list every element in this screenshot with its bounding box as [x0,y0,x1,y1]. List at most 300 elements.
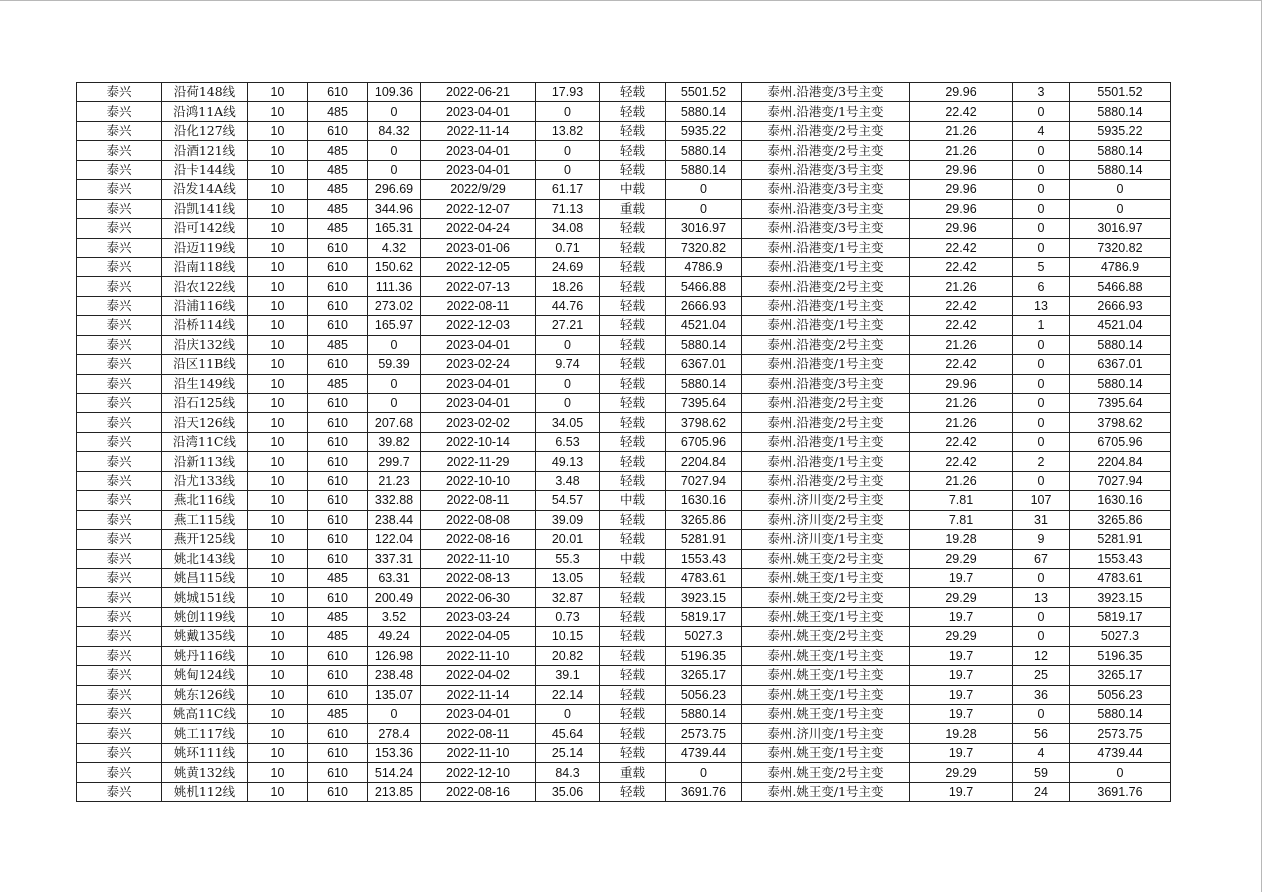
load-rate-cell: 35.06 [536,782,600,801]
date-cell: 2023-04-01 [421,160,536,179]
county-cell: 泰兴 [77,180,162,199]
remaining-capacity-cell: 5819.17 [1070,607,1171,626]
transformer-load-cell: 29.96 [910,180,1013,199]
rated-capacity-cell: 485 [308,102,368,121]
transformer-load-cell: 19.28 [910,724,1013,743]
load-status-cell: 轻载 [600,374,666,393]
load-rate-cell: 24.69 [536,257,600,276]
feeder-name-cell: 沿区11B线 [162,355,248,374]
feeder-name-cell: 姚昌115线 [162,568,248,587]
rated-capacity-cell: 610 [308,83,368,102]
transformer-cell: 泰州.沿港变/3号主变 [742,160,910,179]
current-cell: 135.07 [368,685,421,704]
count-cell: 9 [1013,530,1070,549]
rated-capacity-cell: 610 [308,277,368,296]
available-capacity-cell: 3016.97 [666,219,742,238]
current-cell: 238.44 [368,510,421,529]
current-cell: 332.88 [368,491,421,510]
feeder-name-cell: 沿化127线 [162,121,248,140]
load-status-cell: 轻载 [600,666,666,685]
county-cell: 泰兴 [77,607,162,626]
current-cell: 0 [368,141,421,160]
transformer-cell: 泰州.姚王变/2号主变 [742,627,910,646]
load-status-cell: 轻载 [600,782,666,801]
county-cell: 泰兴 [77,549,162,568]
available-capacity-cell: 3265.17 [666,666,742,685]
feeder-name-cell: 姚机112线 [162,782,248,801]
county-cell: 泰兴 [77,452,162,471]
voltage-cell: 10 [248,296,308,315]
available-capacity-cell: 6367.01 [666,355,742,374]
remaining-capacity-cell: 5880.14 [1070,705,1171,724]
transformer-load-cell: 29.96 [910,160,1013,179]
transformer-load-cell: 19.28 [910,530,1013,549]
date-cell: 2022-06-30 [421,588,536,607]
rated-capacity-cell: 610 [308,257,368,276]
load-rate-cell: 6.53 [536,432,600,451]
table-row [77,257,1171,276]
available-capacity-cell: 3923.15 [666,588,742,607]
load-status-cell: 轻载 [600,452,666,471]
voltage-cell: 10 [248,685,308,704]
rated-capacity-cell: 485 [308,180,368,199]
remaining-capacity-cell: 5880.14 [1070,374,1171,393]
voltage-cell: 10 [248,743,308,762]
remaining-capacity-cell: 3265.17 [1070,666,1171,685]
transformer-load-cell: 19.7 [910,782,1013,801]
county-cell: 泰兴 [77,627,162,646]
count-cell: 107 [1013,491,1070,510]
transformer-cell: 泰州.沿港变/3号主变 [742,180,910,199]
transformer-cell: 泰州.沿港变/1号主变 [742,316,910,335]
table-row [77,666,1171,685]
transformer-load-cell: 22.42 [910,432,1013,451]
current-cell: 0 [368,102,421,121]
load-status-cell: 轻载 [600,355,666,374]
load-status-cell: 重载 [600,763,666,782]
county-cell: 泰兴 [77,666,162,685]
transformer-cell: 泰州.姚王变/1号主变 [742,646,910,665]
transformer-cell: 泰州.姚王变/1号主变 [742,666,910,685]
date-cell: 2022-12-05 [421,257,536,276]
load-status-cell: 轻载 [600,83,666,102]
current-cell: 59.39 [368,355,421,374]
transformer-load-cell: 21.26 [910,413,1013,432]
voltage-cell: 10 [248,568,308,587]
county-cell: 泰兴 [77,471,162,490]
transformer-load-cell: 19.7 [910,666,1013,685]
voltage-cell: 10 [248,432,308,451]
transformer-load-cell: 21.26 [910,335,1013,354]
remaining-capacity-cell: 3691.76 [1070,782,1171,801]
transformer-load-cell: 19.7 [910,646,1013,665]
available-capacity-cell: 2204.84 [666,452,742,471]
available-capacity-cell: 5880.14 [666,160,742,179]
transformer-load-cell: 7.81 [910,510,1013,529]
remaining-capacity-cell: 5880.14 [1070,160,1171,179]
voltage-cell: 10 [248,530,308,549]
rated-capacity-cell: 610 [308,530,368,549]
table-row [77,277,1171,296]
transformer-load-cell: 22.42 [910,296,1013,315]
available-capacity-cell: 2666.93 [666,296,742,315]
load-status-cell: 轻载 [600,121,666,140]
current-cell: 165.97 [368,316,421,335]
transformer-load-cell: 19.7 [910,607,1013,626]
count-cell: 2 [1013,452,1070,471]
load-rate-cell: 49.13 [536,452,600,471]
rated-capacity-cell: 610 [308,238,368,257]
transformer-cell: 泰州.济川变/1号主变 [742,530,910,549]
county-cell: 泰兴 [77,705,162,724]
table-row [77,335,1171,354]
transformer-cell: 泰州.沿港变/1号主变 [742,432,910,451]
load-rate-cell: 34.08 [536,219,600,238]
voltage-cell: 10 [248,355,308,374]
transformer-cell: 泰州.沿港变/1号主变 [742,257,910,276]
count-cell: 13 [1013,588,1070,607]
county-cell: 泰兴 [77,335,162,354]
table-row [77,355,1171,374]
date-cell: 2022-08-13 [421,568,536,587]
date-cell: 2022-12-03 [421,316,536,335]
remaining-capacity-cell: 2573.75 [1070,724,1171,743]
transformer-cell: 泰州.姚王变/1号主变 [742,782,910,801]
feeder-name-cell: 姚丹116线 [162,646,248,665]
count-cell: 0 [1013,568,1070,587]
feeder-name-cell: 沿荷148线 [162,83,248,102]
county-cell: 泰兴 [77,374,162,393]
rated-capacity-cell: 610 [308,394,368,413]
load-rate-cell: 61.17 [536,180,600,199]
load-status-cell: 中载 [600,180,666,199]
transformer-cell: 泰州.沿港变/2号主变 [742,277,910,296]
load-rate-cell: 25.14 [536,743,600,762]
feeder-name-cell: 沿南118线 [162,257,248,276]
date-cell: 2022-12-07 [421,199,536,218]
remaining-capacity-cell: 7027.94 [1070,471,1171,490]
transformer-cell: 泰州.沿港变/1号主变 [742,238,910,257]
date-cell: 2023-02-02 [421,413,536,432]
voltage-cell: 10 [248,413,308,432]
available-capacity-cell: 5880.14 [666,705,742,724]
count-cell: 13 [1013,296,1070,315]
date-cell: 2022/9/29 [421,180,536,199]
date-cell: 2022-11-10 [421,743,536,762]
voltage-cell: 10 [248,607,308,626]
transformer-load-cell: 19.7 [910,743,1013,762]
load-rate-cell: 39.09 [536,510,600,529]
remaining-capacity-cell: 0 [1070,763,1171,782]
voltage-cell: 10 [248,160,308,179]
voltage-cell: 10 [248,219,308,238]
remaining-capacity-cell: 7320.82 [1070,238,1171,257]
date-cell: 2022-08-08 [421,510,536,529]
remaining-capacity-cell: 6367.01 [1070,355,1171,374]
count-cell: 12 [1013,646,1070,665]
transformer-load-cell: 22.42 [910,102,1013,121]
available-capacity-cell: 1553.43 [666,549,742,568]
current-cell: 63.31 [368,568,421,587]
remaining-capacity-cell: 5880.14 [1070,102,1171,121]
voltage-cell: 10 [248,549,308,568]
load-status-cell: 轻载 [600,627,666,646]
feeder-name-cell: 姚黄132线 [162,763,248,782]
county-cell: 泰兴 [77,160,162,179]
count-cell: 0 [1013,141,1070,160]
remaining-capacity-cell: 2204.84 [1070,452,1171,471]
remaining-capacity-cell: 0 [1070,180,1171,199]
transformer-load-cell: 22.42 [910,452,1013,471]
rated-capacity-cell: 610 [308,296,368,315]
count-cell: 0 [1013,219,1070,238]
county-cell: 泰兴 [77,257,162,276]
transformer-cell: 泰州.姚王变/2号主变 [742,763,910,782]
voltage-cell: 10 [248,705,308,724]
count-cell: 0 [1013,413,1070,432]
load-status-cell: 轻载 [600,335,666,354]
count-cell: 25 [1013,666,1070,685]
current-cell: 514.24 [368,763,421,782]
transformer-cell: 泰州.姚王变/2号主变 [742,549,910,568]
county-cell: 泰兴 [77,102,162,121]
transformer-cell: 泰州.姚王变/1号主变 [742,568,910,587]
county-cell: 泰兴 [77,355,162,374]
voltage-cell: 10 [248,666,308,685]
load-rate-cell: 3.48 [536,471,600,490]
rated-capacity-cell: 610 [308,743,368,762]
current-cell: 126.98 [368,646,421,665]
date-cell: 2022-08-16 [421,530,536,549]
current-cell: 0 [368,705,421,724]
voltage-cell: 10 [248,335,308,354]
feeder-name-cell: 沿天126线 [162,413,248,432]
available-capacity-cell: 5281.91 [666,530,742,549]
voltage-cell: 10 [248,510,308,529]
rated-capacity-cell: 485 [308,607,368,626]
current-cell: 150.62 [368,257,421,276]
remaining-capacity-cell: 5281.91 [1070,530,1171,549]
load-rate-cell: 0.71 [536,238,600,257]
date-cell: 2023-04-01 [421,102,536,121]
transformer-load-cell: 29.96 [910,374,1013,393]
county-cell: 泰兴 [77,121,162,140]
count-cell: 0 [1013,238,1070,257]
county-cell: 泰兴 [77,413,162,432]
load-rate-cell: 0 [536,335,600,354]
current-cell: 0 [368,374,421,393]
feeder-name-cell: 姚甸124线 [162,666,248,685]
transformer-load-cell: 21.26 [910,141,1013,160]
feeder-name-cell: 姚北143线 [162,549,248,568]
current-cell: 273.02 [368,296,421,315]
load-status-cell: 轻载 [600,530,666,549]
count-cell: 67 [1013,549,1070,568]
current-cell: 299.7 [368,452,421,471]
load-rate-cell: 20.82 [536,646,600,665]
available-capacity-cell: 0 [666,763,742,782]
transformer-cell: 泰州.沿港变/2号主变 [742,413,910,432]
county-cell: 泰兴 [77,685,162,704]
count-cell: 1 [1013,316,1070,335]
load-status-cell: 轻载 [600,238,666,257]
transformer-load-cell: 22.42 [910,257,1013,276]
table-row [77,296,1171,315]
voltage-cell: 10 [248,646,308,665]
feeder-name-cell: 姚创119线 [162,607,248,626]
available-capacity-cell: 5056.23 [666,685,742,704]
current-cell: 207.68 [368,413,421,432]
date-cell: 2022-07-13 [421,277,536,296]
feeder-name-cell: 沿湾11C线 [162,432,248,451]
load-rate-cell: 39.1 [536,666,600,685]
rated-capacity-cell: 610 [308,452,368,471]
date-cell: 2022-06-21 [421,83,536,102]
county-cell: 泰兴 [77,510,162,529]
rated-capacity-cell: 485 [308,219,368,238]
transformer-load-cell: 21.26 [910,394,1013,413]
rated-capacity-cell: 610 [308,549,368,568]
transformer-load-cell: 19.7 [910,705,1013,724]
transformer-load-cell: 22.42 [910,238,1013,257]
rated-capacity-cell: 485 [308,160,368,179]
voltage-cell: 10 [248,782,308,801]
date-cell: 2022-08-16 [421,782,536,801]
date-cell: 2022-08-11 [421,296,536,315]
load-rate-cell: 0 [536,141,600,160]
voltage-cell: 10 [248,316,308,335]
feeder-name-cell: 沿迈119线 [162,238,248,257]
current-cell: 122.04 [368,530,421,549]
feeder-load-table [76,82,1171,802]
current-cell: 337.31 [368,549,421,568]
rated-capacity-cell: 610 [308,685,368,704]
table-row [77,588,1171,607]
load-status-cell: 重载 [600,199,666,218]
available-capacity-cell: 5880.14 [666,374,742,393]
count-cell: 5 [1013,257,1070,276]
load-status-cell: 轻载 [600,432,666,451]
voltage-cell: 10 [248,471,308,490]
remaining-capacity-cell: 4521.04 [1070,316,1171,335]
count-cell: 0 [1013,607,1070,626]
remaining-capacity-cell: 5466.88 [1070,277,1171,296]
available-capacity-cell: 5819.17 [666,607,742,626]
county-cell: 泰兴 [77,83,162,102]
feeder-name-cell: 沿可142线 [162,219,248,238]
available-capacity-cell: 0 [666,180,742,199]
remaining-capacity-cell: 5056.23 [1070,685,1171,704]
transformer-load-cell: 19.7 [910,685,1013,704]
load-rate-cell: 0.73 [536,607,600,626]
rated-capacity-cell: 485 [308,568,368,587]
table-row [77,432,1171,451]
current-cell: 344.96 [368,199,421,218]
rated-capacity-cell: 610 [308,588,368,607]
feeder-name-cell: 沿尤133线 [162,471,248,490]
table-row [77,510,1171,529]
table-row [77,530,1171,549]
available-capacity-cell: 6705.96 [666,432,742,451]
county-cell: 泰兴 [77,432,162,451]
transformer-cell: 泰州.沿港变/2号主变 [742,141,910,160]
transformer-cell: 泰州.济川变/1号主变 [742,724,910,743]
date-cell: 2022-08-11 [421,491,536,510]
voltage-cell: 10 [248,452,308,471]
rated-capacity-cell: 485 [308,374,368,393]
available-capacity-cell: 3265.86 [666,510,742,529]
load-rate-cell: 27.21 [536,316,600,335]
count-cell: 0 [1013,199,1070,218]
table-row [77,568,1171,587]
feeder-name-cell: 沿凯141线 [162,199,248,218]
feeder-name-cell: 沿生149线 [162,374,248,393]
feeder-name-cell: 沿桥114线 [162,316,248,335]
available-capacity-cell: 4521.04 [666,316,742,335]
table-row [77,607,1171,626]
available-capacity-cell: 7320.82 [666,238,742,257]
available-capacity-cell: 4739.44 [666,743,742,762]
current-cell: 109.36 [368,83,421,102]
load-rate-cell: 44.76 [536,296,600,315]
feeder-name-cell: 姚环111线 [162,743,248,762]
rated-capacity-cell: 485 [308,199,368,218]
table-row [77,238,1171,257]
transformer-cell: 泰州.沿港变/1号主变 [742,355,910,374]
voltage-cell: 10 [248,238,308,257]
voltage-cell: 10 [248,627,308,646]
date-cell: 2022-11-10 [421,549,536,568]
rated-capacity-cell: 610 [308,782,368,801]
count-cell: 0 [1013,355,1070,374]
remaining-capacity-cell: 4786.9 [1070,257,1171,276]
county-cell: 泰兴 [77,646,162,665]
date-cell: 2022-08-11 [421,724,536,743]
county-cell: 泰兴 [77,296,162,315]
feeder-name-cell: 姚东126线 [162,685,248,704]
county-cell: 泰兴 [77,316,162,335]
transformer-load-cell: 21.26 [910,121,1013,140]
available-capacity-cell: 4786.9 [666,257,742,276]
county-cell: 泰兴 [77,277,162,296]
rated-capacity-cell: 485 [308,141,368,160]
load-status-cell: 轻载 [600,160,666,179]
available-capacity-cell: 1630.16 [666,491,742,510]
county-cell: 泰兴 [77,199,162,218]
transformer-cell: 泰州.姚王变/1号主变 [742,743,910,762]
transformer-cell: 泰州.姚王变/1号主变 [742,685,910,704]
transformer-cell: 泰州.沿港变/1号主变 [742,296,910,315]
transformer-cell: 泰州.沿港变/3号主变 [742,374,910,393]
transformer-cell: 泰州.沿港变/2号主变 [742,121,910,140]
table-row [77,782,1171,801]
transformer-cell: 泰州.沿港变/1号主变 [742,102,910,121]
feeder-name-cell: 沿酒121线 [162,141,248,160]
count-cell: 0 [1013,160,1070,179]
date-cell: 2022-04-24 [421,219,536,238]
current-cell: 39.82 [368,432,421,451]
date-cell: 2023-04-01 [421,374,536,393]
available-capacity-cell: 5880.14 [666,141,742,160]
current-cell: 3.52 [368,607,421,626]
count-cell: 59 [1013,763,1070,782]
remaining-capacity-cell: 5501.52 [1070,83,1171,102]
date-cell: 2022-11-10 [421,646,536,665]
voltage-cell: 10 [248,588,308,607]
rated-capacity-cell: 610 [308,432,368,451]
table-row [77,743,1171,762]
feeder-name-cell: 姚城151线 [162,588,248,607]
